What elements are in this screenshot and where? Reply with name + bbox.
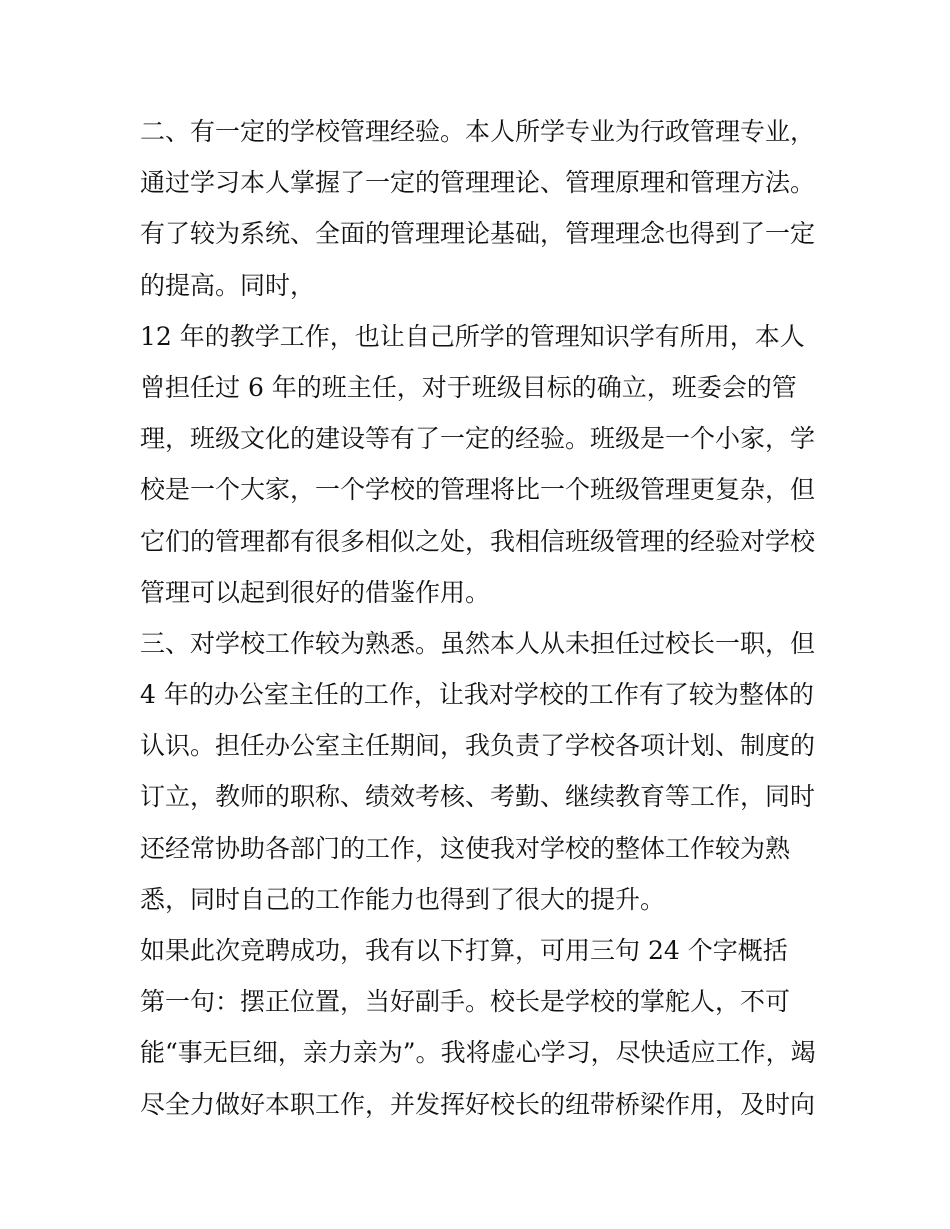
text-line: 能“事无巨细，亲力亲为”。我将虚心学习，尽快适应工作，竭 — [140, 1038, 816, 1068]
text-line: 认识。担任办公室主任期间，我负责了学校各项计划、制度的 — [140, 731, 816, 761]
text-line: 12 年的教学工作，也让自己所学的管理知识学有所用，本人 — [140, 321, 805, 351]
text-line: 通过学习本人掌握了一定的管理理论、管理原理和管理方法。 — [140, 168, 816, 198]
text-line: 二、有一定的学校管理经验。本人所学专业为行政管理专业， — [140, 117, 816, 146]
text-line: 三、对学校工作较为熟悉。虽然本人从未担任过校长一职，但 — [140, 628, 816, 658]
text-line: 订立，教师的职称、绩效考核、考勤、继续教育等工作，同时 — [140, 782, 816, 812]
text-line: 校是一个大家，一个学校的管理将比一个班级管理更复杂，但 — [140, 475, 816, 505]
text-line: 有了较为系统、全面的管理理论基础，管理理念也得到了一定 — [140, 219, 816, 249]
document-body — [140, 106, 820, 1130]
text-line: 4 年的办公室主任的工作，让我对学校的工作有了较为整体的 — [140, 680, 814, 710]
text-line: 管理可以起到很好的借鉴作用。 — [140, 577, 491, 607]
text-line: 它们的管理都有很多相似之处，我相信班级管理的经验对学校 — [140, 526, 816, 556]
text-line: 理，班级文化的建设等有了一定的经验。班级是一个小家，学 — [140, 424, 816, 454]
text-line: 的提高。同时， — [140, 270, 316, 300]
text-line: 悉，同时自己的工作能力也得到了很大的提升。 — [140, 884, 666, 914]
text-line: 还经常协助各部门的工作，这使我对学校的整体工作较为熟 — [140, 833, 791, 863]
text-line: 第一句：摆正位置，当好副手。校长是学校的掌舵人，不可 — [140, 987, 791, 1017]
text-line: 如果此次竞聘成功，我有以下打算，可用三句 24 个字概括 — [140, 936, 788, 965]
text-line: 曾担任过 6 年的班主任，对于班级目标的确立，班委会的管 — [140, 372, 797, 402]
text-line: 尽全力做好本职工作，并发挥好校长的纽带桥梁作用，及时向 — [140, 1089, 816, 1119]
